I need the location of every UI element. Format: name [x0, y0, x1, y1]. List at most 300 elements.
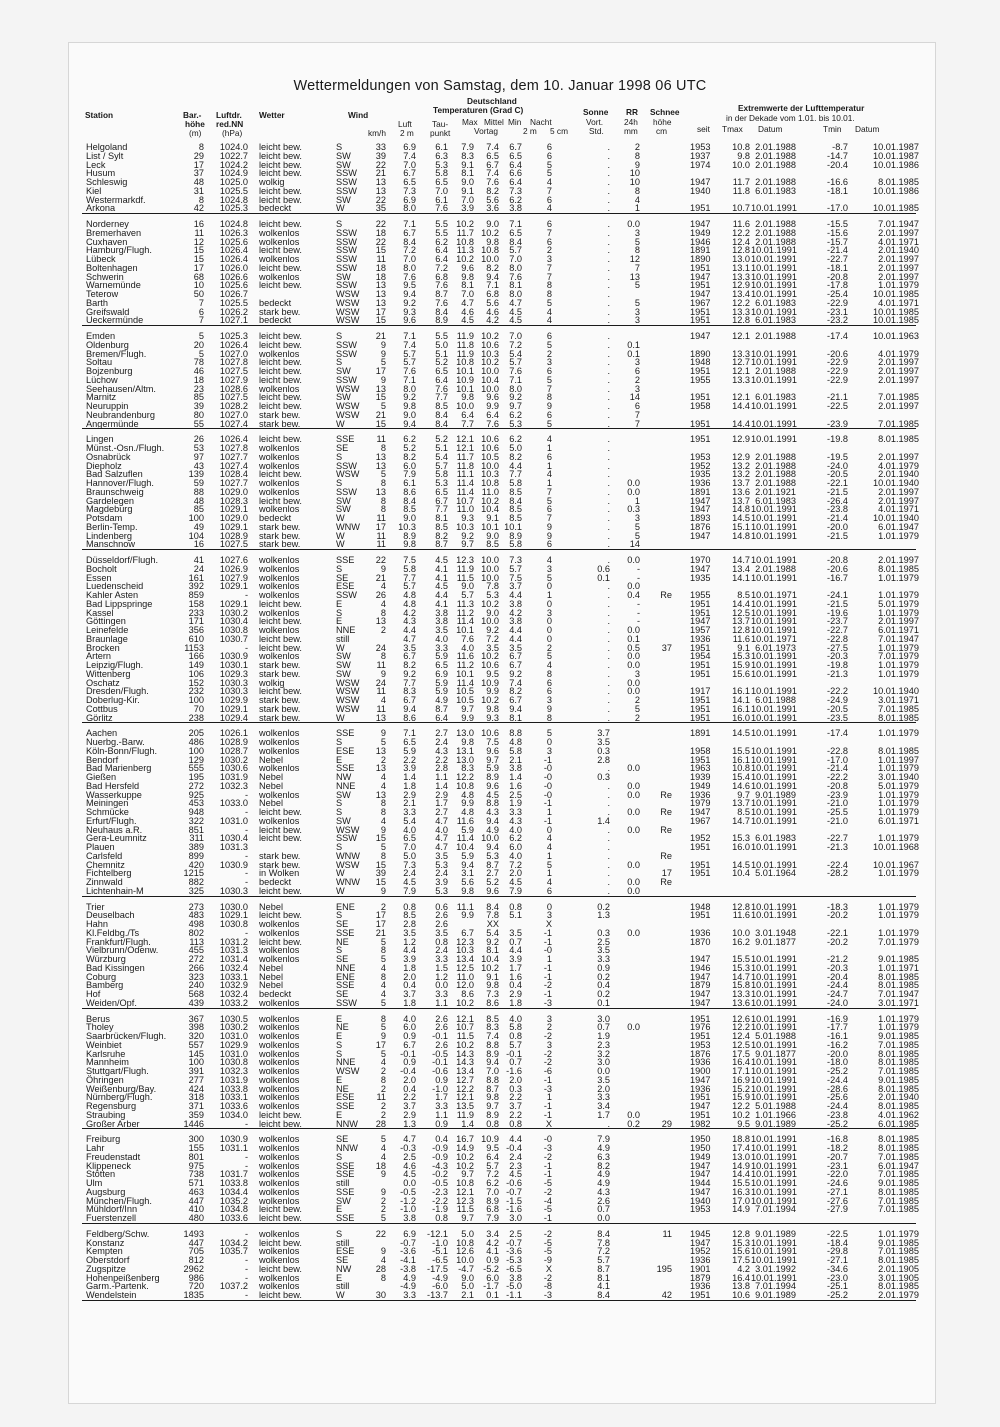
cell-tmax-datum: 10.01.1991	[751, 434, 797, 445]
cell-max: 9.9	[461, 712, 474, 723]
cell-hoehe: 7	[198, 315, 204, 326]
cell-tmax-datum: 2.01.1921	[755, 486, 796, 497]
cell-min: 2.5	[509, 789, 522, 800]
cell-station: Bad Kissingen	[86, 962, 145, 973]
cell-wind-speed: 9	[380, 339, 386, 350]
header-hpa-unit: (hPa)	[222, 128, 243, 138]
cell-sonne: 4.9	[597, 1169, 610, 1180]
cell-nacht-2m: 0	[546, 625, 552, 635]
cell-tmin-datum: 4.01.1979	[878, 460, 919, 471]
cell-rr: 5	[634, 703, 640, 714]
cell-wind-speed: 11	[376, 703, 386, 714]
cell-rr: 0.0	[627, 824, 640, 835]
cell-nacht-2m: 0	[546, 901, 552, 912]
cell-tmin: -18.1	[827, 262, 848, 273]
cell-min: -0.4	[506, 1143, 522, 1153]
cell-max: 11.6	[456, 815, 474, 826]
cell-mittel: 7.2	[486, 633, 499, 644]
cell-hoehe: 70	[193, 703, 204, 714]
cell-hoehe: 812	[188, 1255, 204, 1265]
cell-taupunkt: 5.0	[435, 339, 448, 350]
cell-nacht-2m: 5	[546, 168, 552, 179]
cell-sonne: .	[607, 271, 610, 282]
cell-sonne: 2.5	[597, 936, 610, 947]
cell-nacht-2m: -0	[543, 945, 552, 956]
cell-mittel: 5.3	[486, 850, 499, 861]
cell-tmin: -20.0	[827, 1048, 848, 1059]
cell-tmax-datum: 10.01.1991	[751, 1151, 797, 1162]
cell-luft: 8.4	[403, 495, 416, 506]
cell-wind-speed: 4	[380, 1143, 386, 1153]
header-wetter: Wetter	[259, 110, 285, 120]
cell-tmax: 13.2	[732, 460, 750, 471]
cell-wind-speed: 11	[376, 530, 386, 541]
cell-sonne: 2.6	[597, 1195, 610, 1206]
cell-tmin: -15.7	[827, 236, 848, 247]
cell-tmax: 16.4	[732, 1272, 750, 1283]
cell-tmax: 13.4	[732, 563, 750, 574]
cell-hoehe: 68	[193, 271, 204, 282]
cell-mittel: 7.9	[486, 1213, 499, 1223]
cell-min: 4.0	[509, 850, 522, 861]
cell-wetter: wolkenlos	[259, 1074, 300, 1085]
cell-mittel: 7.4	[486, 142, 499, 152]
cell-station: Tholey	[86, 1022, 114, 1033]
cell-hoehe: 55	[193, 418, 204, 429]
cell-tmin-datum: 2.01.1940	[878, 245, 919, 256]
cell-mittel: 9.4	[486, 271, 499, 282]
cell-min: -5.3	[506, 1255, 522, 1265]
cell-wetter: wolkenlos	[259, 1057, 300, 1068]
cell-wind-dir: W	[336, 539, 345, 550]
cell-taupunkt: 4.7	[435, 833, 448, 844]
cell-max: 3.9	[461, 203, 474, 214]
cell-wetter: leicht bew.	[259, 392, 302, 403]
cell-tmin: -21.1	[827, 392, 848, 403]
cell-tmin-datum: 2.01.1997	[878, 486, 919, 497]
cell-tmax-datum: 10.01.1991	[751, 1134, 797, 1145]
cell-taupunkt: 3.8	[435, 607, 448, 618]
cell-luft: 8.5	[403, 504, 416, 515]
cell-wind-dir: NNE	[336, 1057, 356, 1068]
cell-seit: 1947	[690, 177, 711, 187]
cell-nacht-2m: -1	[543, 1160, 552, 1171]
cell-mittel: 5.6	[486, 297, 499, 308]
cell-taupunkt: 3.8	[435, 616, 448, 627]
cell-wetter: stark bew.	[259, 539, 301, 550]
cell-hoehe: 113	[189, 936, 204, 947]
cell-tmax-datum: 10.01.1991	[751, 815, 797, 826]
cell-tmax: 16.1	[732, 754, 750, 765]
cell-mittel: 10.4	[481, 374, 499, 385]
cell-max: 2.1	[461, 1290, 474, 1300]
cell-luft: 1.3	[403, 1118, 416, 1129]
cell-nacht-2m: 8	[546, 668, 552, 679]
cell-taupunkt: 4.7	[435, 842, 448, 852]
cell-taupunkt: 3.3	[435, 642, 448, 653]
cell-luft: 8.3	[403, 686, 416, 697]
cell-min: 3.0	[509, 1213, 522, 1223]
cell-sonne: 0.2	[597, 971, 610, 982]
cell-tmax: 11.6	[732, 910, 750, 921]
cell-seit: 1890	[690, 348, 711, 359]
cell-station: Hof	[86, 989, 101, 999]
cell-wind-dir: WSW	[336, 409, 360, 420]
cell-wind-speed: 13	[375, 460, 386, 471]
cell-min: 9.2	[509, 392, 522, 403]
cell-tmin: -34.6	[827, 1263, 848, 1274]
header-tmax: Tmax	[722, 124, 743, 134]
cell-nacht-2m: -2	[543, 1031, 552, 1041]
cell-nacht-2m: 6	[546, 504, 552, 515]
cell-rr: 0.0	[627, 478, 640, 488]
cell-mittel: 10.2	[481, 331, 499, 341]
cell-wind-speed: 13	[375, 289, 386, 299]
cell-mittel: 10.0	[481, 563, 499, 574]
cell-wind-dir: WSW	[336, 859, 360, 870]
cell-seit: 1937	[690, 150, 711, 161]
cell-wind-speed: 4	[380, 962, 386, 973]
cell-station: Saarbrücken/Flugh.	[86, 1031, 167, 1041]
cell-luft: 6.5	[403, 177, 416, 187]
cell-luft: -0.4	[400, 1066, 416, 1076]
cell-nacht-2m: 0	[546, 737, 552, 747]
cell-hoehe: 166	[188, 651, 204, 662]
cell-wetter: leicht bew.	[259, 642, 302, 653]
cell-station: Weinbiet	[86, 1039, 122, 1050]
cell-max: 9.0	[461, 177, 474, 187]
cell-max: 3.1	[461, 868, 474, 879]
cell-nacht-2m: -1	[543, 971, 552, 982]
cell-tmin: -23.9	[827, 418, 848, 429]
cell-seit: 1947	[690, 331, 711, 341]
cell-luft: 2.9	[403, 789, 416, 800]
cell-wind-dir: SSW	[336, 486, 357, 497]
cell-wetter: wolkenlos	[259, 919, 300, 929]
cell-tmax-datum: 2.01.1988	[755, 219, 796, 229]
cell-wind-dir: WNW	[336, 521, 360, 532]
cell-tmax-datum: 10.01.1991	[751, 997, 797, 1008]
cell-luft: 9.0	[403, 513, 416, 523]
cell-hoehe: 359	[188, 1109, 204, 1120]
cell-hoehe: 486	[188, 737, 204, 747]
cell-tmax-datum: 10.01.1991	[751, 712, 797, 723]
cell-luftdruck: 1033.8	[219, 1083, 248, 1094]
cell-luftdruck: 1025.6	[219, 236, 248, 247]
cell-wind-speed: 9	[380, 885, 386, 896]
cell-luftdruck: 1033.6	[219, 1213, 248, 1223]
cell-tmax: 14.4	[732, 598, 750, 609]
cell-wind-dir: SSE	[336, 555, 355, 565]
cell-tmax-datum: 10.01.1991	[751, 1195, 797, 1206]
cell-seit: 1946	[690, 236, 711, 247]
header-kmh-unit: km/h	[368, 128, 386, 138]
cell-luftdruck: 1024.0	[219, 142, 248, 152]
cell-taupunkt: 0.9	[435, 1118, 448, 1129]
cell-wetter: wolkenlos	[259, 945, 300, 956]
cell-tmin: -20.4	[827, 971, 848, 982]
cell-wind-dir: SW	[336, 660, 351, 670]
cell-wind-speed: 24	[375, 677, 386, 688]
cell-sonne: 2.3	[597, 1039, 610, 1050]
cell-tmax: 14.4	[732, 418, 750, 429]
cell-wetter: stark bew.	[259, 859, 301, 870]
cell-nacht-2m: 8	[546, 280, 552, 291]
header-std: Std.	[589, 126, 604, 136]
cell-seit: 1944	[690, 1178, 711, 1188]
cell-wind-speed: 8	[380, 798, 386, 809]
cell-tmax: 12.2	[732, 227, 750, 238]
cell-max: 11.2	[456, 607, 474, 618]
cell-sonne: .	[607, 703, 610, 714]
cell-luftdruck: 1031.0	[219, 815, 248, 826]
cell-taupunkt: 8.4	[435, 306, 448, 317]
cell-station: Augsburg	[86, 1186, 126, 1197]
cell-seit: 1951	[690, 306, 711, 317]
cell-luft: 4.5	[403, 877, 416, 887]
cell-nacht-2m: 4	[546, 434, 552, 445]
cell-wetter: stark bew.	[259, 530, 301, 541]
cell-mittel: 5.7	[486, 1160, 499, 1171]
cell-wind-dir: NE	[336, 1022, 349, 1033]
cell-tmax: 17.0	[732, 1195, 750, 1206]
cell-max: 10.8	[456, 1237, 474, 1248]
cell-tmin: -27.1	[827, 1255, 848, 1265]
cell-luftdruck: -	[244, 1228, 248, 1239]
cell-sonne: .	[607, 227, 610, 238]
cell-wind-dir: S	[336, 1048, 343, 1059]
cell-taupunkt: 3.3	[435, 954, 448, 964]
cell-wind-dir: SW	[336, 504, 351, 515]
cell-hoehe: 97	[193, 451, 204, 462]
cell-luft: 2.8	[403, 919, 416, 929]
cell-tmax-datum: 10.01.1991	[751, 754, 797, 765]
group-divider	[82, 1223, 916, 1224]
cell-wind-speed: 11	[376, 254, 386, 264]
cell-taupunkt: 2.4	[435, 737, 448, 747]
cell-sonne: .	[607, 451, 610, 462]
cell-sonne: 0.0	[597, 1066, 610, 1076]
cell-tmax: 14.1	[732, 572, 750, 583]
cell-taupunkt: -0.9	[432, 1151, 448, 1162]
cell-wind-dir: NE	[336, 936, 349, 947]
cell-seit: 1951	[690, 703, 711, 714]
cell-tmin-datum: 7.01.1985	[878, 1246, 919, 1257]
cell-tmin: -27.1	[827, 1186, 848, 1197]
cell-station: List / Sylt	[86, 150, 124, 161]
cell-min: 6.5	[509, 150, 522, 161]
cell-tmin-datum: 9.01.1985	[878, 954, 919, 964]
cell-wind-dir: still	[336, 1178, 350, 1188]
cell-wind-dir: S	[336, 478, 343, 488]
cell-tmin-datum: 8.01.1985	[878, 971, 919, 982]
cell-luftdruck: 1027.0	[219, 348, 248, 359]
cell-luftdruck: 1027.7	[219, 451, 248, 462]
cell-wind-speed: 21	[375, 409, 386, 420]
cell-mittel: 9.1	[486, 971, 499, 982]
cell-luft: 9.4	[403, 289, 416, 299]
cell-hoehe: 100	[188, 1057, 204, 1068]
cell-max: 12.3	[456, 936, 474, 947]
cell-hoehe: 46	[193, 366, 204, 376]
cell-tmax: 11.8	[732, 185, 750, 196]
cell-max: 4.8	[461, 789, 474, 800]
cell-tmax: 16.9	[732, 1074, 750, 1085]
cell-min: 2.2	[509, 1109, 522, 1120]
cell-nacht-2m: 9	[546, 521, 552, 532]
cell-tmin: -22.9	[827, 297, 848, 308]
cell-nacht-2m: 5	[546, 651, 552, 662]
cell-luftdruck: 1027.7	[219, 478, 248, 488]
cell-mittel: 9.0	[486, 219, 499, 229]
cell-seit: 1891	[690, 728, 711, 739]
cell-min: 3.7	[509, 581, 522, 592]
cell-hoehe: 195	[188, 772, 204, 782]
cell-seit: 1947	[690, 219, 711, 229]
cell-sonne: .	[607, 842, 610, 852]
cell-luft: 0.9	[403, 1031, 416, 1041]
cell-wind-speed: 5	[380, 1213, 386, 1223]
cell-rr: 3	[634, 668, 640, 679]
cell-seit: 1951	[690, 392, 711, 403]
cell-luftdruck: 1026.1	[219, 728, 248, 739]
cell-mittel: 9.4	[486, 842, 499, 852]
cell-wind-speed: 5	[380, 842, 386, 852]
cell-hoehe: 26	[193, 434, 204, 445]
cell-luft: 0.0	[403, 1178, 416, 1188]
cell-station: Erfurt/Flugh.	[86, 815, 137, 826]
cell-station: Lichtenhain-M	[86, 885, 144, 896]
cell-hoehe: 12	[193, 236, 204, 247]
cell-luftdruck: 1033.0	[219, 798, 248, 809]
cell-min: 2.3	[509, 1160, 522, 1171]
cell-tmin-datum: 1.01.1979	[878, 807, 919, 817]
cell-wind-speed: 9	[380, 563, 386, 574]
cell-hoehe: 483	[188, 910, 204, 921]
cell-min: 8.2	[509, 451, 522, 462]
cell-nacht-2m: -1	[543, 1101, 552, 1111]
cell-wind-speed: 8	[380, 504, 386, 515]
cell-station: Hahn	[86, 919, 108, 929]
cell-luftdruck: 1029.1	[219, 910, 248, 921]
cell-sonne: 0.3	[597, 745, 610, 756]
cell-min: 4.7	[509, 297, 522, 308]
cell-luft: 2.1	[403, 798, 416, 809]
cell-hoehe: 859	[188, 590, 204, 600]
cell-max: 9.7	[461, 1169, 474, 1180]
cell-nacht-2m: 0	[546, 581, 552, 592]
cell-min: -1.5	[506, 1195, 522, 1206]
cell-luftdruck: -	[244, 1290, 248, 1300]
cell-station: Gardelegen	[86, 495, 135, 506]
group-divider	[82, 1008, 916, 1009]
cell-max: 10.7	[456, 1022, 474, 1033]
cell-max: 11.5	[456, 1031, 474, 1041]
cell-nacht-2m: -6	[543, 1066, 552, 1076]
cell-luft: 6.7	[403, 227, 416, 238]
cell-hoehe: 1446	[183, 1118, 204, 1129]
cell-max: 10.1	[456, 668, 474, 679]
cell-min: -0.1	[506, 1048, 522, 1059]
cell-wetter: leicht bew.	[259, 245, 302, 256]
cell-wind-dir: ENE	[336, 901, 355, 912]
cell-min: 1.9	[509, 798, 522, 809]
cell-luft: 7.3	[403, 185, 416, 196]
cell-seit: 1947	[690, 504, 711, 515]
cell-wind-speed: 18	[375, 262, 386, 273]
cell-hoehe: 498	[188, 919, 204, 929]
cell-luftdruck: 1026.4	[219, 339, 248, 350]
cell-wind-dir: SW	[336, 366, 351, 376]
cell-min: 6.7	[509, 695, 522, 705]
cell-wind-speed: 8	[380, 1013, 386, 1024]
cell-mittel: 8.3	[486, 1022, 499, 1033]
cell-wetter: leicht bew.	[259, 824, 302, 835]
cell-nacht-2m: 3	[546, 1013, 552, 1024]
cell-tmin-datum: 2.01.1997	[878, 227, 919, 238]
cell-tmax-datum: 10.01.1991	[751, 1246, 797, 1257]
cell-wind-speed: 39	[375, 150, 386, 161]
cell-hoehe: 322	[188, 815, 204, 826]
cell-max: 10.0	[456, 1255, 474, 1265]
cell-rr: 4	[634, 194, 640, 205]
cell-luftdruck: 1027.4	[219, 460, 248, 471]
cell-sonne: 3.3	[597, 954, 610, 964]
cell-sonne: 0.7	[597, 1204, 610, 1215]
cell-seit: 1876	[690, 521, 711, 532]
cell-min: 5.7	[509, 245, 522, 256]
cell-mittel: 9.6	[486, 885, 499, 896]
cell-wind-dir: NNW	[336, 1143, 358, 1153]
cell-hoehe: 720	[188, 1281, 204, 1292]
cell-station: Zinnwald	[86, 877, 123, 887]
cell-tmax-datum: 10.01.1991	[751, 780, 797, 791]
cell-mittel: 10.0	[481, 572, 499, 583]
cell-max: 13.4	[456, 954, 474, 964]
cell-wind-dir: SSW	[336, 348, 357, 359]
cell-tmax-datum: 2.01.1988	[755, 150, 796, 161]
cell-max: 5.9	[461, 850, 474, 861]
cell-wetter: bedeckt	[259, 315, 292, 326]
cell-luftdruck: -	[244, 590, 248, 600]
cell-luft: 4.7	[403, 633, 416, 644]
cell-wetter: stark bew.	[259, 850, 301, 861]
cell-station: Weißenburg/Bay.	[86, 1083, 157, 1094]
cell-seit: 1935	[690, 469, 711, 480]
cell-min: 2.2	[509, 1092, 522, 1103]
cell-tmax: 13.6	[732, 997, 750, 1008]
cell-nacht-2m: 6	[546, 150, 552, 161]
cell-tmin-datum: 9.01.1985	[878, 1074, 919, 1085]
cell-max: 1.4	[461, 1118, 474, 1129]
cell-seit: 1876	[690, 1048, 711, 1059]
cell-tmin-datum: 7.01.1947	[878, 989, 919, 999]
cell-seit: 1947	[690, 997, 711, 1008]
cell-wind-dir: S	[336, 798, 343, 809]
cell-nacht-2m: 9	[546, 530, 552, 541]
cell-wind-dir: SSW	[336, 185, 357, 196]
cell-tmin: -22.7	[827, 833, 848, 844]
cell-luft: 9.2	[403, 668, 416, 679]
cell-wind-speed: 22	[375, 219, 386, 229]
cell-station: Artern	[86, 651, 112, 662]
cell-wind-speed: 21	[375, 331, 386, 341]
cell-sonne: .	[607, 306, 610, 317]
cell-rr: 8	[634, 245, 640, 256]
cell-sonne: 8.2	[597, 1160, 610, 1171]
cell-tmin-datum: 7.01.1985	[878, 1195, 919, 1206]
cell-mittel: 7.5	[486, 737, 499, 747]
